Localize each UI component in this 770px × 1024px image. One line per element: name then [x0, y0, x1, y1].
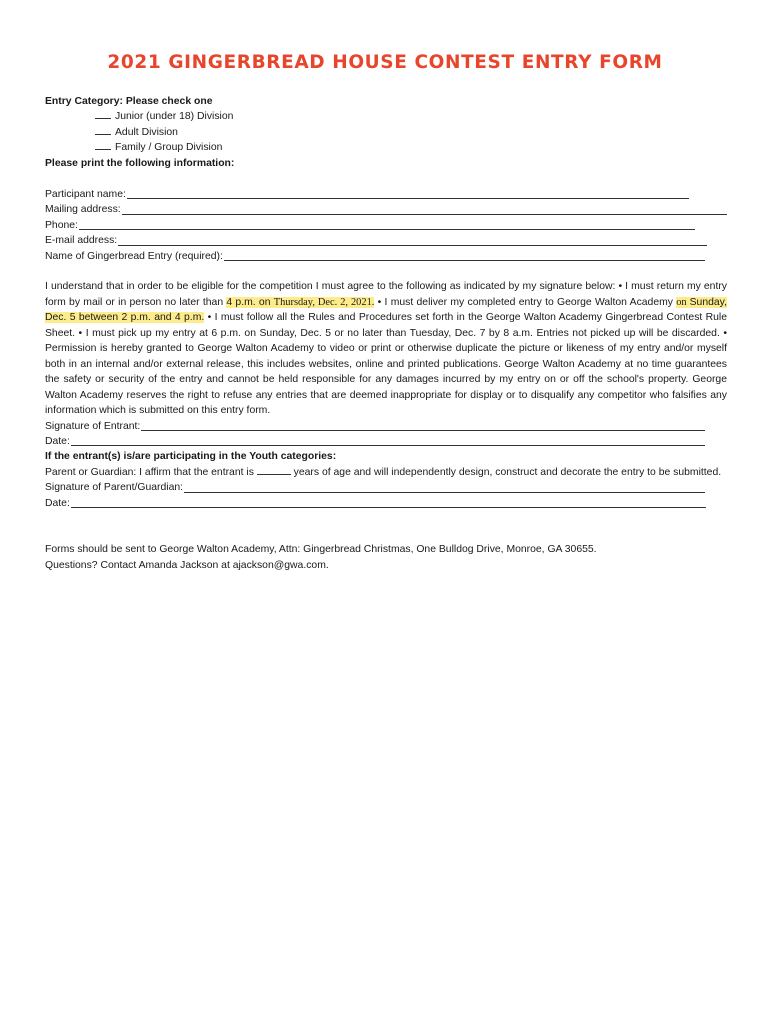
participant-name-field[interactable]: Participant name: [45, 187, 689, 202]
age-blank[interactable] [257, 465, 291, 475]
deadline-highlight: 4 p.m. on Thursday, Dec. 2, 2021. [226, 296, 375, 308]
parent-date-field[interactable]: Date: [45, 496, 706, 511]
entry-name-line[interactable] [224, 259, 705, 261]
youth-heading: If the entrant(s) is/are participating in the Youth categories: [45, 451, 337, 463]
entrant-signature-field[interactable]: Signature of Entrant: [45, 419, 705, 434]
entrant-date-field[interactable]: Date: [45, 434, 705, 449]
send-to-text: Forms should be sent to George Walton Academy, Attn: Gingerbread Christmas, One Bulldog Drive, Monroe, GA 30655. [45, 544, 597, 556]
print-heading: Please print the following information: [45, 157, 235, 169]
phone-field[interactable]: Phone: [45, 218, 695, 233]
delivery-highlight: Sunday, Dec. 5 between 2 p.m. and 4 p.m. [45, 296, 727, 324]
entrant-signature-line[interactable] [141, 429, 705, 431]
email-field[interactable]: E-mail address: [45, 233, 707, 248]
form-body [45, 94, 727, 573]
phone-line[interactable] [79, 228, 695, 230]
parent-signature-line[interactable] [184, 491, 705, 493]
participant-name-line[interactable] [127, 197, 689, 199]
checkbox-blank[interactable] [95, 109, 111, 119]
parent-signature-field[interactable]: Signature of Parent/Guardian: [45, 480, 705, 495]
parent-date-line[interactable] [71, 506, 706, 508]
agreement-paragraph: I understand that in order to be eligible for the competition I must agree to the following as indicated by my signature below: • I must return my entry form by mail or in person no later than 4 p.m. on Thursday, Dec. 2, 2021. • I must deliver my completed entry to George Walton Academy on Sunday, Dec. 5 between 2 p.m. and 4 p.m. • I must follow all the Rules and Procedures set forth in the George Walton Academy Gingerbread Contest Rule Sheet. • I must pick up my entry at 6 p.m. on Sunday, Dec. 5 or no later than Tuesday, Dec. 7 by 8 a.m. Entries not picked up will be discarded. • Permission is hereby granted to George Walton Academy to video or print or otherwise duplicate the picture or likeness of my entry and/or myself both in an internal and/or external release, this includes websites, online and printed publications. George Walton Academy at no time guarantees the safety or security of the entry and cannot be held responsible for any damages incurred by my entry on or off the school's property. George Walton Academy reserves the right to refuse any entries that are deemed inappropriate for display or to disqualify any competitor who falsifies any information which is submitted on this entry form. [45, 281, 727, 417]
category-heading: Entry Category: Please check one [45, 96, 213, 107]
category-option-junior[interactable]: Junior (under 18) Division [45, 109, 727, 124]
checkbox-blank[interactable] [95, 140, 111, 150]
guardian-affirmation: Parent or Guardian: I affirm that the entrant is years of age and will independently design, construct and decorate the entry to be submitted. [45, 466, 722, 478]
entry-name-field[interactable]: Name of Gingerbread Entry (required): [45, 249, 705, 264]
email-line[interactable] [118, 244, 707, 246]
mailing-address-line[interactable] [122, 213, 727, 215]
checkbox-blank[interactable] [95, 125, 111, 135]
mailing-address-field[interactable]: Mailing address: [45, 202, 727, 217]
category-option-adult[interactable]: Adult Division [45, 125, 727, 140]
questions-text: Questions? Contact Amanda Jackson at ajackson@gwa.com. [45, 559, 329, 571]
entrant-date-line[interactable] [71, 444, 705, 446]
form-title: 2021 GINGERBREAD HOUSE CONTEST ENTRY FORM [107, 52, 663, 73]
category-option-family[interactable]: Family / Group Division [45, 140, 727, 155]
